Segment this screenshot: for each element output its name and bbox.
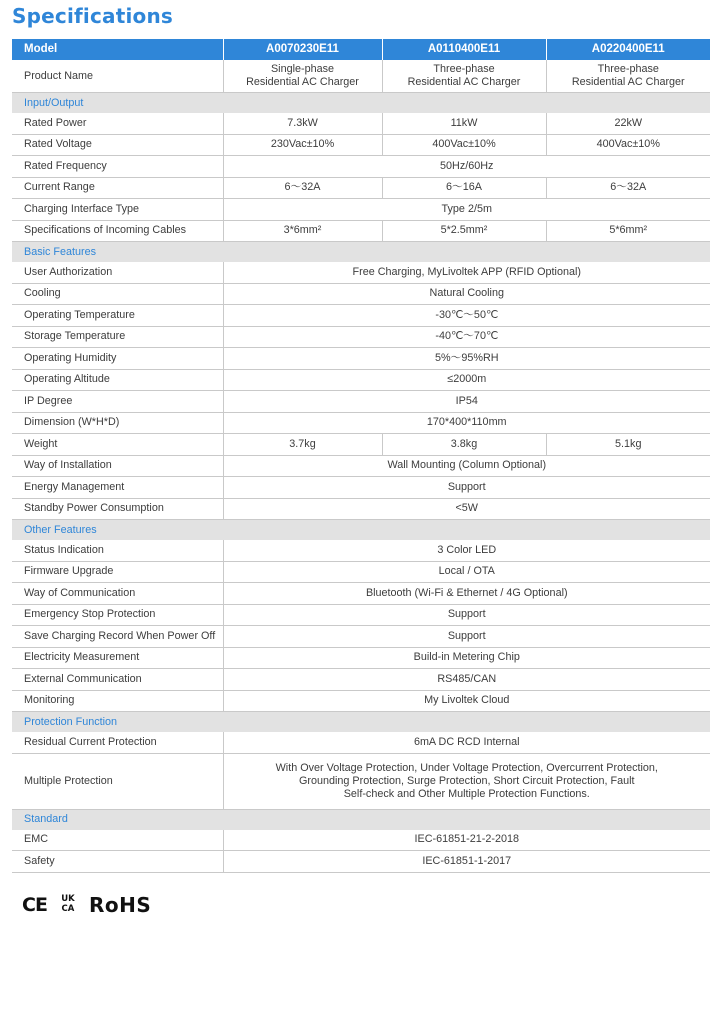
header-model-2: A0110400E11 [382,39,546,60]
table-row-firmware [12,561,710,583]
row-label-product-name: Product Name [12,60,223,93]
row-value-product-name-model-2: Three-phase Residential AC Charger [382,60,546,93]
row-value-incoming-cables-model-3: 5*6mm² [546,220,710,242]
table-row-op-humidity [12,348,710,370]
table-row-user-auth [12,262,710,283]
certification-marks [22,893,151,917]
table-row-incoming-cables [12,220,710,242]
table-row-energy-mgmt [12,477,710,499]
row-label-ip-degree: IP Degree [12,391,223,413]
section-row-sec-io [12,93,710,114]
row-value-multiple-protection: With Over Voltage Protection, Under Voltage Protection, Overcurrent Protection, Grounding Protection, Surge Protection, Short Circuit Protection, Fault Self-check and Other Multiple Protection Functions. [223,753,710,809]
rohs-mark: RoHS [88,893,152,917]
row-label-status-ind: Status Indication [12,540,223,561]
row-value-incoming-cables-model-1: 3*6mm² [223,220,382,242]
row-label-rated-voltage: Rated Voltage [12,134,223,156]
row-label-firmware: Firmware Upgrade [12,561,223,583]
table-row-external-comm [12,669,710,691]
row-value-product-name-model-1: Single-phase Residential AC Charger [223,60,382,93]
ukca-mark [59,895,77,915]
table-row-ip-degree [12,391,710,413]
row-label-residual-current: Residual Current Protection [12,732,223,753]
row-value-electricity: Build-in Metering Chip [223,647,710,669]
row-label-communication: Way of Communication [12,583,223,605]
row-label-safety: Safety [12,851,223,873]
section-label-sec-other: Other Features [12,520,710,541]
table-row-weight [12,434,710,456]
row-label-cooling: Cooling [12,283,223,305]
row-value-weight-model-3: 5.1kg [546,434,710,456]
section-label-sec-protection: Protection Function [12,712,710,733]
row-label-emc: EMC [12,830,223,851]
table-row-storage-temp [12,326,710,348]
row-value-rated-power-model-1: 7.3kW [223,113,382,134]
table-row-installation [12,455,710,477]
header-model-label: Model [12,39,223,60]
table-row-status-ind [12,540,710,561]
row-value-emergency-stop: Support [223,604,710,626]
row-value-current-range-model-2: 6～16A [382,177,546,199]
row-value-storage-temp: -40℃～70℃ [223,326,710,348]
row-label-emergency-stop: Emergency Stop Protection [12,604,223,626]
table-row-residual-current [12,732,710,753]
row-value-monitoring: My Livoltek Cloud [223,690,710,712]
row-label-op-humidity: Operating Humidity [12,348,223,370]
row-value-weight-model-2: 3.8kg [382,434,546,456]
table-row-save-record [12,626,710,648]
header-model-3: A0220400E11 [546,39,710,60]
row-label-energy-mgmt: Energy Management [12,477,223,499]
row-value-rated-voltage-model-3: 400Vac±10% [546,134,710,156]
row-label-multiple-protection: Multiple Protection [12,753,223,809]
row-value-rated-voltage-model-1: 230Vac±10% [223,134,382,156]
row-label-monitoring: Monitoring [12,690,223,712]
row-value-energy-mgmt: Support [223,477,710,499]
row-value-residual-current: 6mA DC RCD Internal [223,732,710,753]
table-row-product-name [12,60,710,93]
row-label-rated-frequency: Rated Frequency [12,156,223,178]
row-label-weight: Weight [12,434,223,456]
row-value-installation: Wall Mounting (Column Optional) [223,455,710,477]
table-row-standby-power [12,498,710,520]
row-label-installation: Way of Installation [12,455,223,477]
ukca-mark-top: UK [61,894,75,904]
table-row-dimension [12,412,710,434]
row-label-save-record: Save Charging Record When Power Off [12,626,223,648]
row-value-rated-voltage-model-2: 400Vac±10% [382,134,546,156]
table-row-rated-voltage [12,134,710,156]
row-value-op-humidity: 5%～95%RH [223,348,710,370]
row-label-standby-power: Standby Power Consumption [12,498,223,520]
row-label-current-range: Current Range [12,177,223,199]
row-value-user-auth: Free Charging, MyLivoltek APP (RFID Optional) [223,262,710,283]
row-value-save-record: Support [223,626,710,648]
row-label-storage-temp: Storage Temperature [12,326,223,348]
ce-mark: CE [22,894,47,916]
section-label-sec-io: Input/Output [12,93,710,114]
table-row-communication [12,583,710,605]
row-value-safety: IEC-61851-1-2017 [223,851,710,873]
header-model-1: A0070230E11 [223,39,382,60]
row-value-standby-power: <5W [223,498,710,520]
table-row-safety [12,851,710,873]
row-label-electricity: Electricity Measurement [12,647,223,669]
row-value-rated-power-model-3: 22kW [546,113,710,134]
table-row-rated-frequency [12,156,710,178]
row-value-status-ind: 3 Color LED [223,540,710,561]
row-value-product-name-model-3: Three-phase Residential AC Charger [546,60,710,93]
row-value-dimension: 170*400*110mm [223,412,710,434]
section-row-sec-protection [12,712,710,733]
row-value-weight-model-1: 3.7kg [223,434,382,456]
row-label-user-auth: User Authorization [12,262,223,283]
row-value-op-temp: -30℃～50℃ [223,305,710,327]
row-label-external-comm: External Communication [12,669,223,691]
ukca-mark-bottom: CA [61,903,75,914]
table-row-op-temp [12,305,710,327]
row-value-charging-interface: Type 2/5m [223,199,710,221]
row-label-dimension: Dimension (W*H*D) [12,412,223,434]
row-value-rated-frequency: 50Hz/60Hz [223,156,710,178]
row-value-current-range-model-3: 6～32A [546,177,710,199]
table-row-charging-interface [12,199,710,221]
row-value-emc: IEC-61851-21-2-2018 [223,830,710,851]
row-value-firmware: Local / OTA [223,561,710,583]
row-label-op-temp: Operating Temperature [12,305,223,327]
section-label-sec-basic: Basic Features [12,242,710,263]
section-row-sec-other [12,520,710,541]
section-row-sec-basic [12,242,710,263]
table-row-emergency-stop [12,604,710,626]
table-row-emc [12,830,710,851]
row-label-charging-interface: Charging Interface Type [12,199,223,221]
section-label-sec-standard: Standard [12,809,710,830]
table-row-multiple-protection [12,753,710,809]
table-row-monitoring [12,690,710,712]
table-row-op-altitude [12,369,710,391]
section-row-sec-standard [12,809,710,830]
row-value-rated-power-model-2: 11kW [382,113,546,134]
row-value-external-comm: RS485/CAN [223,669,710,691]
row-label-op-altitude: Operating Altitude [12,369,223,391]
row-label-incoming-cables: Specifications of Incoming Cables [12,220,223,242]
row-value-communication: Bluetooth (Wi-Fi & Ethernet / 4G Optional) [223,583,710,605]
row-value-incoming-cables-model-2: 5*2.5mm² [382,220,546,242]
table-row-cooling [12,283,710,305]
row-value-ip-degree: IP54 [223,391,710,413]
table-header-row [12,39,710,60]
table-row-electricity [12,647,710,669]
table-row-rated-power [12,113,710,134]
row-value-op-altitude: ≤2000m [223,369,710,391]
table-row-current-range [12,177,710,199]
page-title: Specifications [12,4,174,28]
row-label-rated-power: Rated Power [12,113,223,134]
row-value-current-range-model-1: 6～32A [223,177,382,199]
row-value-cooling: Natural Cooling [223,283,710,305]
specifications-table [12,39,710,873]
